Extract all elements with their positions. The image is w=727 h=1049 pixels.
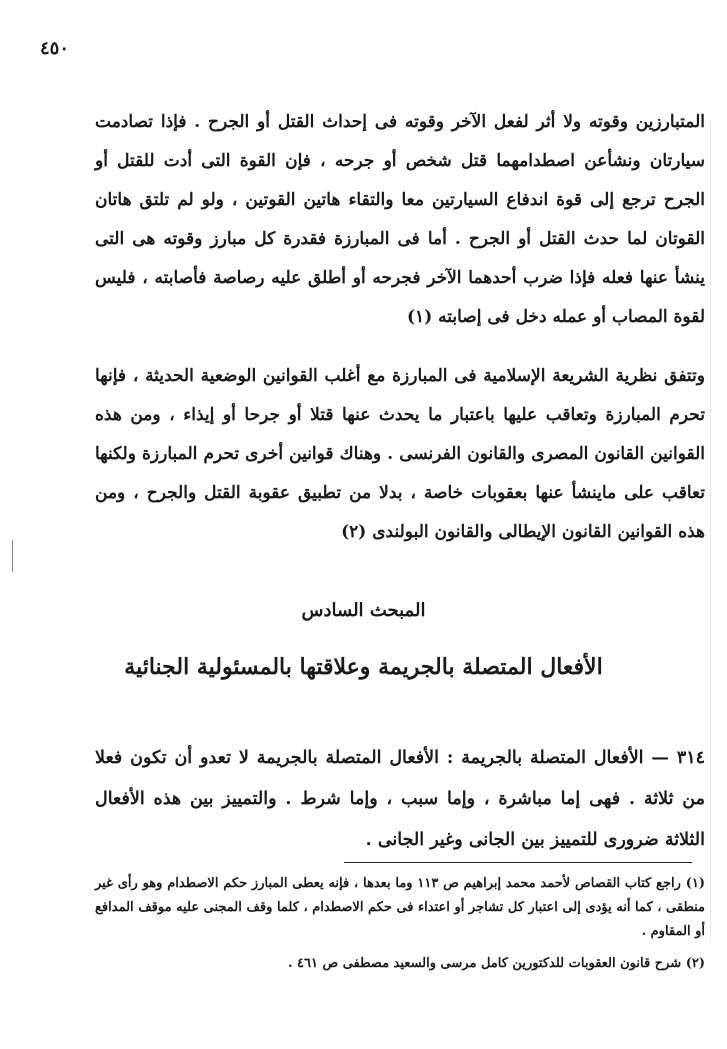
page-number: ٤٥٠ — [40, 38, 70, 59]
article-text: الأفعال المتصلة بالجريمة لا تعدو أن تكون فعلا من ثلاثة . فهى إما مباشرة ، وإما سبب ، وإما شرط . والتمييز بين هذه الأفعال الثلاثة ضرورى للتمييز بين الجانى وغير الجانى . — [95, 747, 705, 850]
article-paragraph — [95, 738, 705, 861]
page-fold-line — [710, 120, 711, 940]
margin-mark — [12, 540, 13, 572]
footnotes — [95, 872, 705, 976]
footnote: (٢) شرح قانون العقوبات للدكتورين كامل مرسى والسعيد مصطفى ص ٤٦١ . — [287, 956, 705, 971]
paragraph: وتتفق نظرية الشريعة الإسلامية فى المبارزة مع أغلب القوانين الوضعية الحديثة ، فإنها تحرم المبارزة وتعاقب عليها باعتبار ما يحدث عنها قتلا أو جرحا أو إيذاء ، ومن هذه القوانين القانون المصرى والقانون الفرنسى . وهناك قوانين أخرى تحرم المبارزة ولكنها تعاقب على ماينشأ عنها بعقوبات خاصة ، بدلا من تطبيق عقوبة القتل والجرح ، ومن هذه القوانين القانون الإيطالى والقانون البولندى (٢) — [95, 366, 705, 542]
article-heading: ٣١٤ — الأفعال المتصلة بالجريمة : — [446, 747, 706, 768]
paragraph: المتبارزين وقوته ولا أثر لفعل الآخر وقوته فى إحداث القتل أو الجرح . فإذا تصادمت سيارتان ونشأعن اصطدامهما قتل شخص أو جرحه ، فإن القوة التى أدت للقتل أو الجرح ترجع إلى قوة اندفاع السيارتين معا والتقاء هاتين القوتين ، ولو لم تلتق هاتان القوتان لما حدث القتل أو الجرح . أما فى المبارزة فقدرة كل مبارز وقوته هى التى ينشأ عنها فعله فإذا ضرب أحدهما الآخر فجرحه أو أطلق عليه رصاصة فأصابته ، فليس لقوة المصاب أو عمله دخل فى إصابته (١) — [95, 112, 705, 327]
section-number: المبحث السادس — [301, 600, 426, 621]
footnote-divider — [344, 862, 692, 863]
section-title: الأفعال المتصلة بالجريمة وعلاقتها بالمسئولية الجنائية — [124, 654, 603, 680]
footnote: (١) راجع كتاب القصاص لأحمد محمد إبراهيم ص ١١٣ وما بعدها ، فإنه يعطى المبارز حكم الاصطدام وهو رأى غير منطقى ، كما أنه يؤدى إلى اعتبار كل تشاجر أو اعتداء فى حكم الاصطدام ، كلما وقف المجنى عليه موقف المدافع أو المقاوم . — [95, 876, 706, 939]
